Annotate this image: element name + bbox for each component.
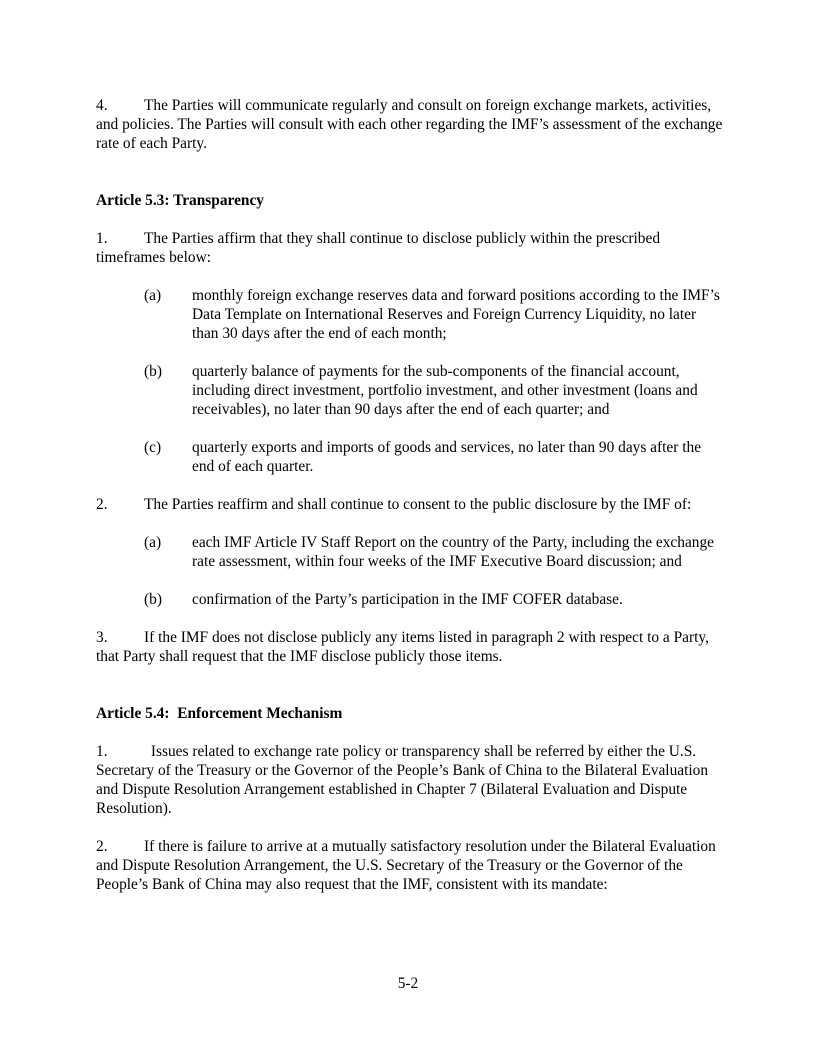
paragraph-5-3-1 xyxy=(96,229,726,267)
paragraph-number: 1. xyxy=(96,743,108,760)
subparagraph-label: (b) xyxy=(144,363,162,380)
paragraph-number: 3. xyxy=(96,629,108,646)
subparagraph-text: quarterly exports and imports of goods and services, no later than 90 days after the end of each quarter. xyxy=(192,439,702,475)
paragraph-number: 4. xyxy=(96,97,108,114)
paragraph-number: 1. xyxy=(96,230,108,247)
subparagraph-5-3-1-b xyxy=(96,362,726,419)
paragraph-text: If there is failure to arrive at a mutually satisfactory resolution under the Bilateral Evaluation and Dispute Resolution Arrangement, the U.S. Secretary of the Treasury or the Governor of the People’s Bank of China may also request that the IMF, consistent with its mandate: xyxy=(96,838,716,893)
paragraph-text: The Parties will communicate regularly and consult on foreign exchange markets, activities, and policies. The Parties will consult with each other regarding the IMF’s assessment of the exchange rate of each Party. xyxy=(96,97,723,152)
subparagraph-5-3-1-a xyxy=(96,286,726,343)
subparagraph-5-3-1-c xyxy=(96,438,726,476)
paragraph-text: Issues related to exchange rate policy or transparency shall be referred by either the U.S. Secretary of the Treasury or the Governor of the People’s Bank of China to the Bilateral Evaluation and Dispute Resolution Arrangement established in Chapter 7 (Bilateral Evaluation and Dispute Resolution). xyxy=(96,743,709,817)
paragraph-5-3-2 xyxy=(96,495,726,514)
subparagraph-5-3-2-a xyxy=(96,533,726,571)
subparagraph-5-3-2-b xyxy=(96,590,726,609)
heading-article-5-4: Article 5.4: Enforcement Mechanism xyxy=(96,705,343,722)
heading-article-5-3: Article 5.3: Transparency xyxy=(96,192,264,209)
subparagraph-label: (b) xyxy=(144,591,162,608)
paragraph-number: 2. xyxy=(96,496,108,513)
subparagraph-text: each IMF Article IV Staff Report on the country of the Party, including the exchange rate assessment, within four weeks of the IMF Executive Board discussion; and xyxy=(192,534,715,570)
paragraph-text: If the IMF does not disclose publicly any items listed in paragraph 2 with respect to a Party, that Party shall request that the IMF disclose publicly those items. xyxy=(96,629,709,665)
subparagraph-text: monthly foreign exchange reserves data and forward positions according to the IMF’s Data Template on International Reserves and Foreign Currency Liquidity, no later than 30 days after the end of each month; xyxy=(192,287,720,342)
paragraph-5-2-4 xyxy=(96,96,726,153)
paragraph-5-3-3 xyxy=(96,628,726,666)
document-page xyxy=(96,96,726,894)
page-number: 5-2 xyxy=(397,975,419,992)
subparagraph-label: (a) xyxy=(144,534,162,551)
paragraph-text: The Parties reaffirm and shall continue to consent to the public disclosure by the IMF of: xyxy=(144,496,692,513)
subparagraph-label: (c) xyxy=(144,439,162,456)
subparagraph-text: quarterly balance of payments for the sub-components of the financial account, including direct investment, portfolio investment, and other investment (loans and receivables), no later than 90 days after the end of each quarter; and xyxy=(192,363,698,418)
paragraph-5-4-1 xyxy=(96,742,726,818)
subparagraph-label: (a) xyxy=(144,287,162,304)
subparagraph-text: confirmation of the Party’s participation in the IMF COFER database. xyxy=(192,591,623,608)
paragraph-5-4-2 xyxy=(96,837,726,894)
paragraph-text: The Parties affirm that they shall continue to disclose publicly within the prescribed timeframes below: xyxy=(96,230,661,266)
paragraph-number: 2. xyxy=(96,838,108,855)
